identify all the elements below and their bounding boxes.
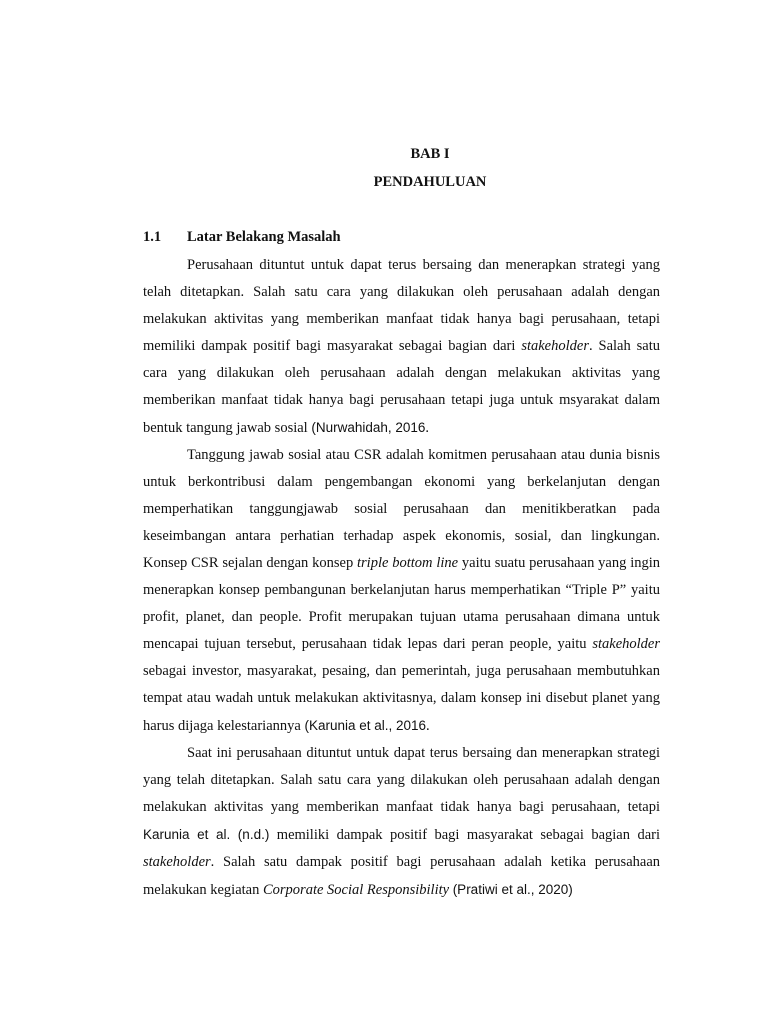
paragraph bbox=[143, 252, 660, 442]
text-run: . bbox=[426, 718, 430, 734]
italic-term: triple bottom line bbox=[357, 555, 459, 571]
section-title: Latar Belakang Masalah bbox=[187, 229, 341, 245]
chapter-title: PENDAHULUAN bbox=[373, 174, 487, 190]
paragraph bbox=[143, 442, 660, 740]
section-number: 1.1 bbox=[143, 229, 162, 245]
italic-term: stakeholder bbox=[143, 854, 211, 870]
text-run: sebagai investor, masyarakat, pesaing, dan pemerintah, juga perusahaan membutuhkan tempat atau wadah untuk melakukan aktivitasnya, dalam konsep ini disebut planet yang harus dijaga kelestariannya bbox=[143, 663, 660, 734]
text-run: yaitu suatu perusahaan yang ingin menerapkan konsep pembangunan berkelanjutan harus memperhatikan “Triple P” yaitu profit, planet, dan people. Profit merupakan tujuan utama perusahaan dimana untuk mencapai tujuan tersebut, perusahaan tidak lepas dari peran people, yaitu bbox=[143, 555, 660, 652]
body-text bbox=[143, 252, 660, 904]
citation: (Pratiwi et al., 2020) bbox=[452, 882, 573, 897]
italic-term: stakeholder bbox=[592, 636, 660, 652]
citation: (Nurwahidah, 2016 bbox=[311, 420, 426, 435]
text-run: Tanggung jawab sosial atau CSR adalah komitmen perusahaan atau dunia bisnis untuk berkontribusi dalam pengembangan ekonomi yang berkelanjutan dengan memperhatikan tanggungjawab sosial perusahaan dan menitikberatkan pada keseimbangan antara perhatian terhadap aspek ekonomis, sosial, dan lingkungan. Konsep CSR sejalan dengan konsep bbox=[143, 447, 660, 571]
text-run: Saat ini perusahaan dituntut untuk dapat terus bersaing dan menerapkan strategi yang telah ditetapkan. Salah satu cara yang dilakukan oleh perusahaan adalah dengan melakukan aktivitas yang memberikan manfaat tidak hanya bagi perusahaan, tetapi bbox=[143, 745, 660, 815]
italic-term: stakeholder bbox=[521, 338, 589, 354]
text-run: . bbox=[425, 420, 430, 436]
citation: Karunia et al. (n.d.) bbox=[143, 827, 270, 842]
section-heading bbox=[143, 229, 341, 246]
chapter-label: BAB I bbox=[410, 146, 450, 162]
paragraph bbox=[143, 740, 660, 904]
text-run: memiliki dampak positif bagi masyarakat sebagai bagian dari bbox=[269, 827, 660, 843]
text-run: . Salah satu dampak positif bagi perusahaan adalah ketika perusahaan melakukan kegiatan bbox=[143, 854, 660, 898]
text-run: Perusahaan dituntut untuk dapat terus bersaing dan menerapkan strategi yang telah ditetapkan. Salah satu cara yang dilakukan oleh perusahaan adalah dengan melakukan aktivitas yang memberikan manfaat tidak hanya bagi perusahaan, tetapi memiliki dampak positif bagi masyarakat sebagai bagian dari bbox=[143, 257, 660, 354]
italic-term: Corporate Social Responsibility bbox=[262, 882, 450, 898]
citation: (Karunia et al., 2016 bbox=[304, 718, 427, 733]
text-run: . Salah satu cara yang dilakukan oleh perusahaan adalah dengan melakukan aktivitas yang memberikan manfaat tidak hanya bagi perusahaan tetapi juga untuk msyarakat dalam bentuk tangung jawab sosial bbox=[143, 338, 660, 436]
